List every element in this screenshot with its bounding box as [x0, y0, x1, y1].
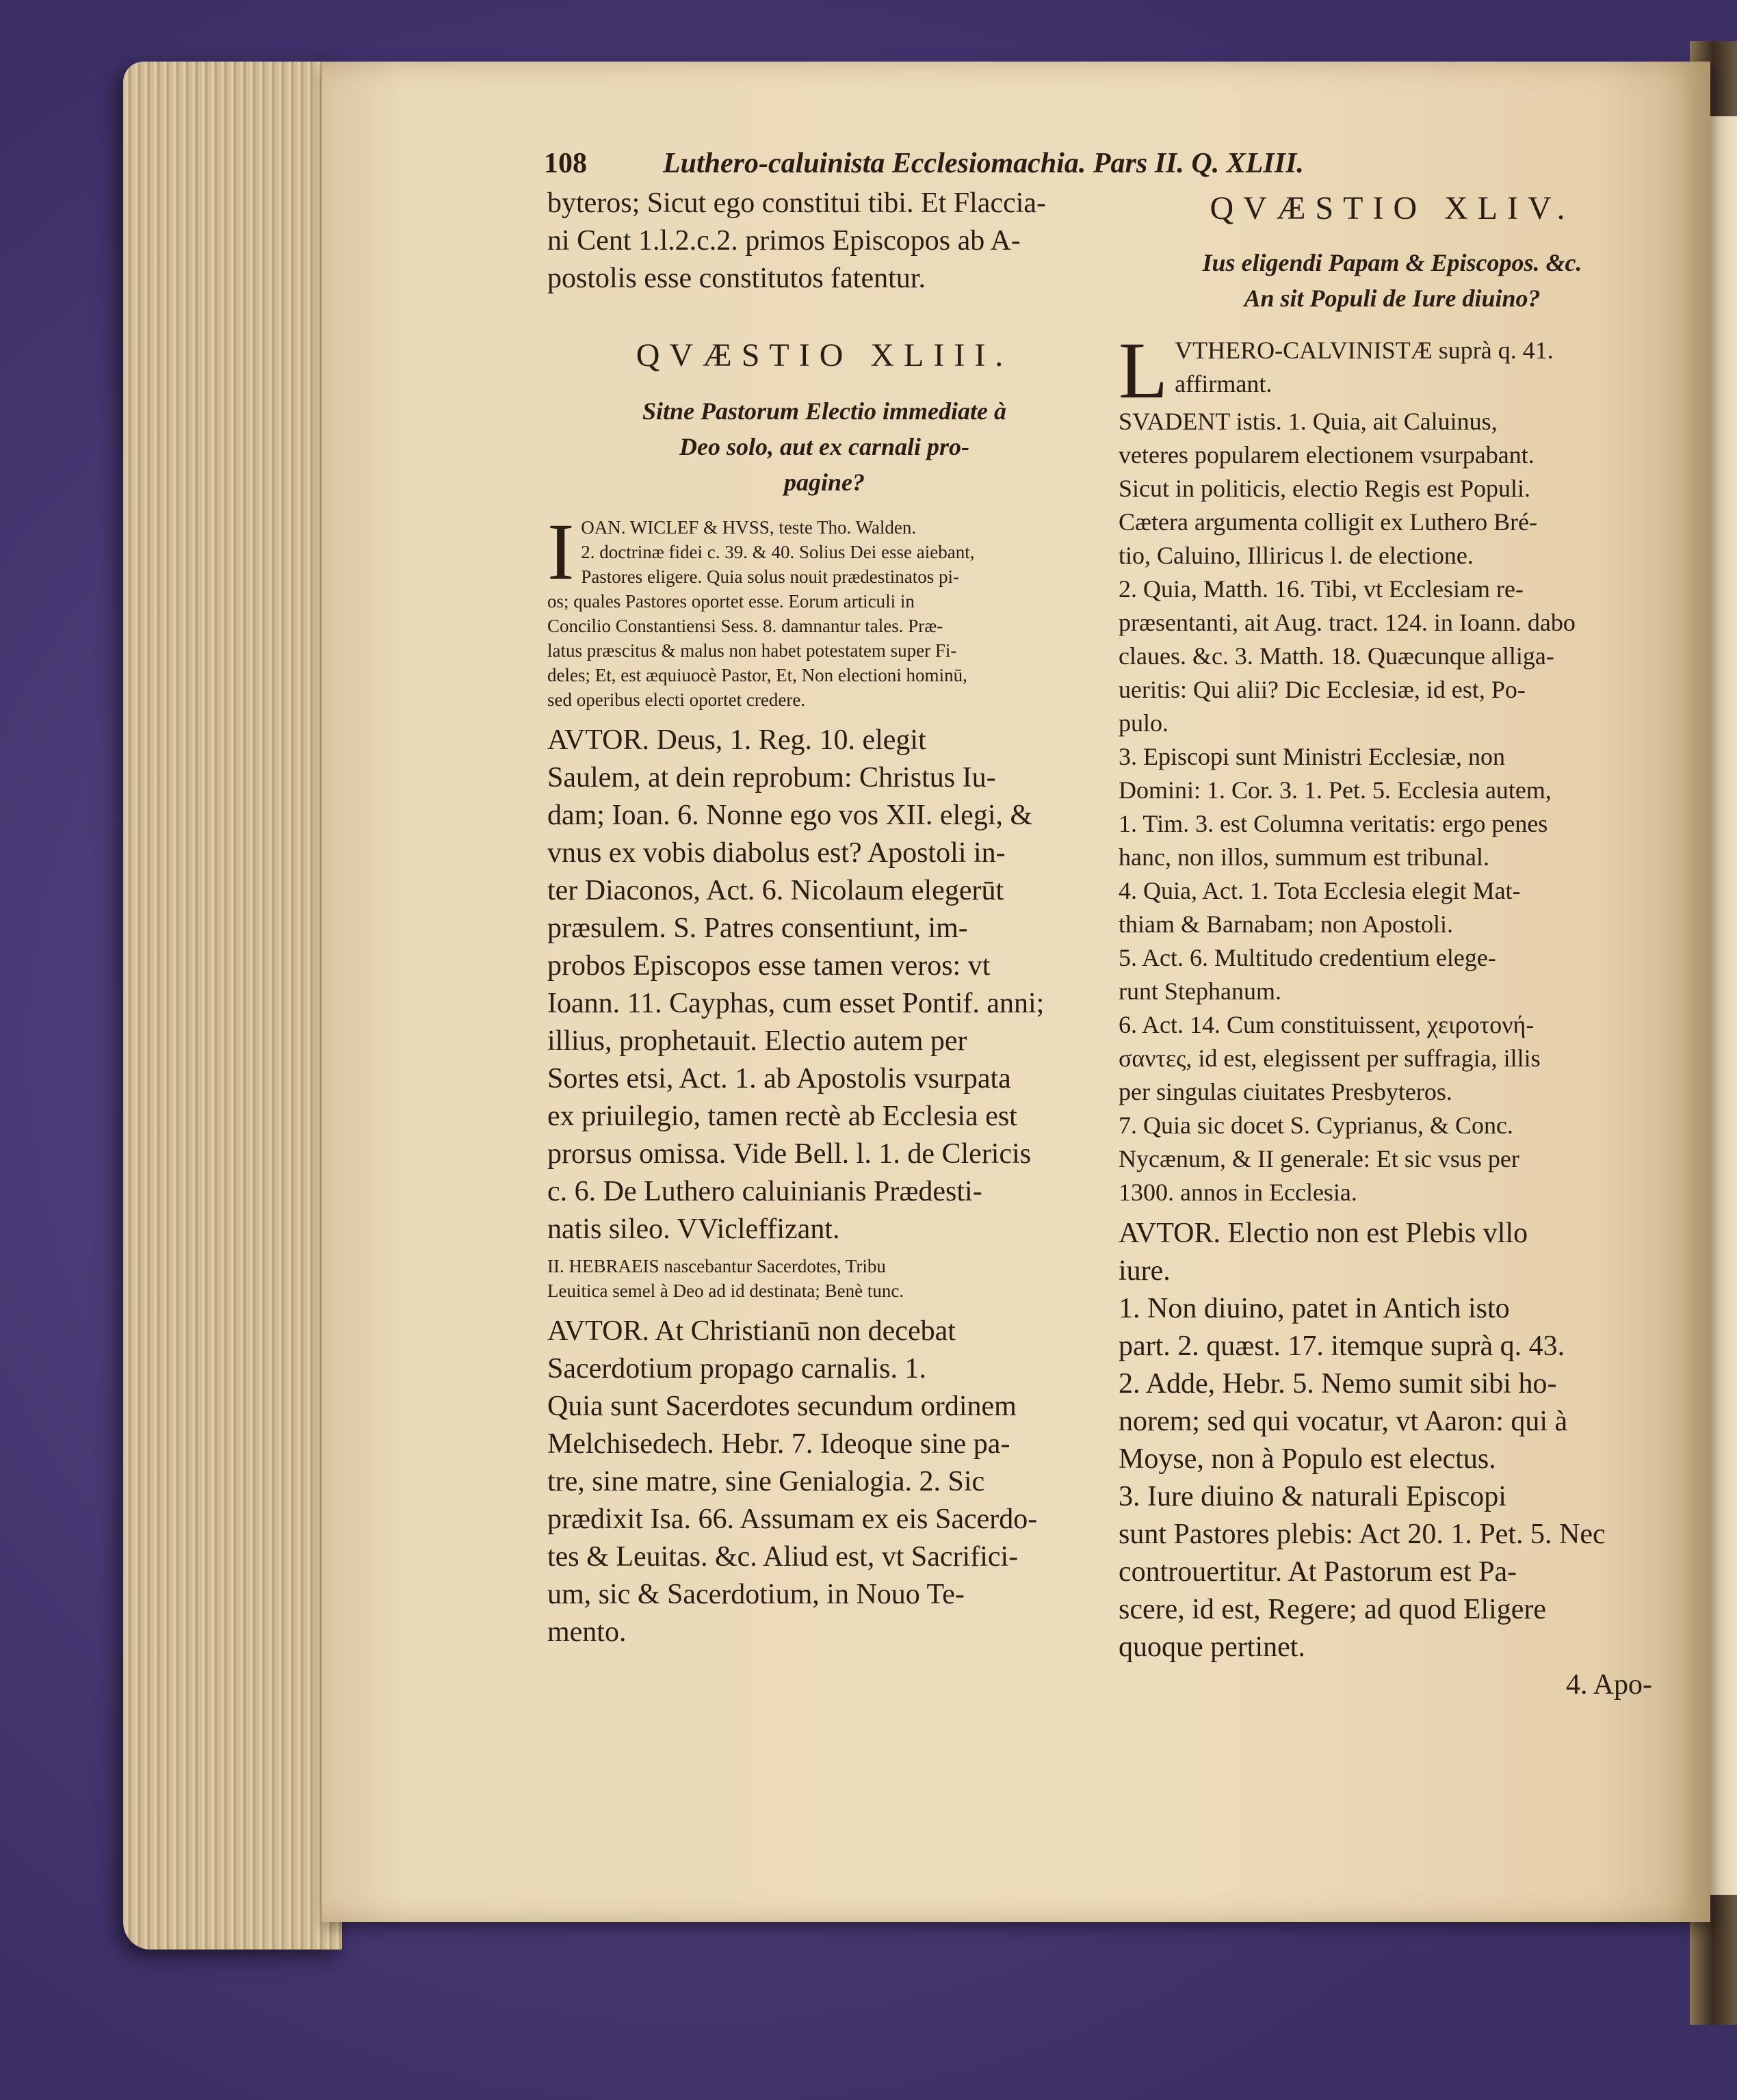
- text-line: um, sic & Sacerdotium, in Nouo Te-: [547, 1579, 965, 1610]
- text-line: 2. Adde, Hebr. 5. Nemo sumit sibi ho-: [1119, 1368, 1557, 1400]
- running-header: [544, 147, 1467, 188]
- opening-paragraph: [1119, 326, 1666, 415]
- question-subtitle: [1119, 245, 1666, 316]
- text-line: claues. &c. 3. Matth. 18. Quæcunque alliga-: [1119, 642, 1554, 670]
- text-line: part. 2. quæst. 17. itemque suprà q. 43.: [1119, 1330, 1565, 1362]
- text-line: Melchisedech. Hebr. 7. Ideoque sine pa-: [547, 1428, 1010, 1460]
- text-line: præsulem. S. Patres consentiunt, im-: [547, 913, 968, 944]
- text-line: veteres popularem electionem vsurpabant.: [1119, 441, 1534, 469]
- text-line: 1. Non diuino, patet in Antich isto: [1119, 1293, 1510, 1324]
- text-line: Domini: 1. Cor. 3. 1. Pet. 5. Ecclesia autem,: [1119, 776, 1552, 804]
- text-line: præsentanti, ait Aug. tract. 124. in Ioann. dabo: [1119, 609, 1576, 636]
- text-line: OAN. WICLEF & HVSS, teste Tho. Walden.: [581, 517, 917, 538]
- text-line: 3. Iure diuino & naturali Episcopi: [1119, 1481, 1506, 1512]
- text-line: Quia sunt Sacerdotes secundum ordinem: [547, 1391, 1017, 1422]
- subtitle-line: Sitne Pastorum Electio immediate à: [642, 397, 1006, 425]
- text-line: VTHERO-CALVINISTÆ suprà q. 41.: [1175, 337, 1554, 364]
- subtitle-line: Ius eligendi Papam & Episcopos. &c.: [1202, 249, 1582, 276]
- text-line: tes & Leuitas. &c. Aliud est, vt Sacrifici-: [547, 1541, 1019, 1573]
- text-line: sed operibus electi oportet credere.: [547, 690, 806, 710]
- drop-capital: I: [547, 507, 575, 596]
- text-line: σαντες, id est, elegissent per suffragia, illis: [1119, 1045, 1541, 1072]
- text-line: II. HEBRAEIS nascebantur Sacerdotes, Tribu: [547, 1256, 886, 1276]
- text-line: thiam & Barnabam; non Apostoli.: [1119, 910, 1453, 938]
- page-number: 108: [544, 148, 587, 179]
- text-line: tre, sine matre, sine Genialogia. 2. Sic: [547, 1466, 985, 1497]
- text-line: ueritis: Qui alii? Dic Ecclesiæ, id est, Po-: [1119, 676, 1526, 703]
- text-line: quoque pertinet.: [1119, 1631, 1305, 1663]
- text-line: natis sileo. VVicleffizant.: [547, 1213, 840, 1245]
- subtitle-line: Deo solo, aut ex carnali pro-: [679, 433, 969, 460]
- second-objection: [547, 1254, 1101, 1303]
- text-line: AVTOR. Deus, 1. Reg. 10. elegit: [547, 724, 926, 756]
- autor-paragraph: [1119, 1215, 1666, 1666]
- subtitle-line: pagine?: [783, 469, 865, 496]
- catchword: 4. Apo-: [1566, 1669, 1652, 1701]
- question-heading: QVÆSTIO XLIV.: [1210, 190, 1575, 226]
- text-line: prorsus omissa. Vide Bell. l. 1. de Clericis: [547, 1138, 1032, 1170]
- text-line: iure.: [1119, 1255, 1171, 1287]
- text-line: 3. Episcopi sunt Ministri Ecclesiæ, non: [1119, 743, 1505, 770]
- text-line: AVTOR. At Christianū non decebat: [547, 1315, 956, 1347]
- text-line: AVTOR. Electio non est Plebis vllo: [1119, 1218, 1528, 1249]
- text-line: 6. Act. 14. Cum constituissent, χειροτονή-: [1119, 1011, 1534, 1038]
- text-line: scere, id est, Regere; ad quod Eligere: [1119, 1594, 1547, 1625]
- book-page-edges: [123, 62, 342, 1950]
- intro-text: [547, 185, 1101, 298]
- text-line: Moyse, non à Populo est electus.: [1119, 1443, 1496, 1475]
- text-line: controuertitur. At Pastorum est Pa-: [1119, 1556, 1517, 1588]
- text-line: Leuitica semel à Deo ad id destinata; Benè tunc.: [547, 1281, 904, 1301]
- text-line: dam; Ioan. 6. Nonne ego vos XII. elegi, &: [547, 800, 1033, 831]
- text-line: byteros; Sicut ego constitui tibi. Et Flaccia-: [547, 187, 1047, 219]
- text-line: vnus ex vobis diabolus est? Apostoli in-: [547, 837, 1006, 869]
- body-paragraphs: [1119, 405, 1666, 1209]
- text-line: hanc, non illos, summum est tribunal.: [1119, 843, 1489, 871]
- text-line: ni Cent 1.l.2.c.2. primos Episcopos ab A-: [547, 225, 1021, 257]
- text-line: mento.: [547, 1616, 627, 1648]
- text-line: Sortes etsi, Act. 1. ab Apostolis vsurpata: [547, 1063, 1011, 1094]
- text-line: Pastores eligere. Quia solus nouit prædestinatos pi-: [581, 566, 959, 587]
- subtitle-line: An sit Populi de Iure diuino?: [1244, 285, 1541, 312]
- text-line: prædixit Isa. 66. Assumam ex eis Sacerdo-: [547, 1504, 1038, 1535]
- text-line: 1. Tim. 3. est Columna veritatis: ergo penes: [1119, 810, 1548, 837]
- text-line: 4. Quia, Act. 1. Tota Ecclesia elegit Mat-: [1119, 877, 1521, 904]
- text-line: sunt Pastores plebis: Act 20. 1. Pet. 5. Nec: [1119, 1519, 1606, 1550]
- text-line: 1300. annos in Ecclesia.: [1119, 1179, 1357, 1206]
- text-line: affirmant.: [1175, 370, 1272, 397]
- text-line: pulo.: [1119, 709, 1169, 737]
- text-line: illius, prophetauit. Electio autem per: [547, 1025, 967, 1057]
- text-line: postolis esse constitutos fatentur.: [547, 263, 926, 294]
- question-subtitle: [547, 393, 1101, 500]
- right-column: [1119, 185, 1666, 1704]
- autor-paragraph-2: [547, 1313, 1101, 1651]
- text-line: norem; sed qui vocatur, vt Aaron: qui à: [1119, 1406, 1568, 1437]
- text-line: Ioann. 11. Cayphas, cum esset Pontif. anni;: [547, 988, 1045, 1019]
- text-line: deles; Et, est æquiuocè Pastor, Et, Non electioni hominū,: [547, 665, 967, 685]
- text-line: 5. Act. 6. Multitudo credentium elege-: [1119, 944, 1496, 971]
- running-title: Luthero-caluinista Ecclesiomachia. Pars II. Q. XLIII.: [663, 148, 1304, 179]
- text-line: per singulas ciuitates Presbyteros.: [1119, 1078, 1452, 1105]
- opening-paragraph: [547, 507, 1101, 712]
- text-line: 2. Quia, Matth. 16. Tibi, vt Ecclesiam re-: [1119, 575, 1524, 603]
- text-line: probos Episcopos esse tamen veros: vt: [547, 950, 991, 982]
- text-line: runt Stephanum.: [1119, 977, 1281, 1005]
- text-line: Sacerdotium propago carnalis. 1.: [547, 1353, 926, 1384]
- question-heading: QVÆSTIO XLIII.: [636, 337, 1013, 373]
- text-line: os; quales Pastores oportet esse. Eorum articuli in: [547, 591, 915, 612]
- text-line: 2. doctrinæ fidei c. 39. & 40. Solius Dei esse aiebant,: [581, 542, 975, 562]
- text-line: ex priuilegio, tamen rectè ab Ecclesia est: [547, 1101, 1017, 1132]
- text-line: Sicut in politicis, electio Regis est Populi.: [1119, 475, 1530, 502]
- text-line: SVADENT istis. 1. Quia, ait Caluinus,: [1119, 408, 1498, 435]
- text-line: Nycænum, & II generale: Et sic vsus per: [1119, 1145, 1519, 1172]
- text-line: Saulem, at dein reprobum: Christus Iu-: [547, 762, 996, 793]
- text-line: c. 6. De Luthero caluinianis Prædesti-: [547, 1176, 982, 1207]
- left-column: [547, 185, 1101, 1651]
- text-line: Cætera argumenta colligit ex Luthero Bré-: [1119, 508, 1538, 536]
- autor-paragraph: [547, 722, 1101, 1248]
- text-line: ter Diaconos, Act. 6. Nicolaum elegerūt: [547, 875, 1004, 906]
- text-line: 7. Quia sic docet S. Cyprianus, & Conc.: [1119, 1112, 1513, 1139]
- text-line: latus præscitus & malus non habet potestatem super Fi-: [547, 640, 957, 661]
- text-line: tio, Caluino, Illiricus l. de electione.: [1119, 542, 1474, 569]
- text-line: Concilio Constantiensi Sess. 8. damnantur tales. Præ-: [547, 616, 943, 636]
- drop-capital: L: [1119, 326, 1168, 415]
